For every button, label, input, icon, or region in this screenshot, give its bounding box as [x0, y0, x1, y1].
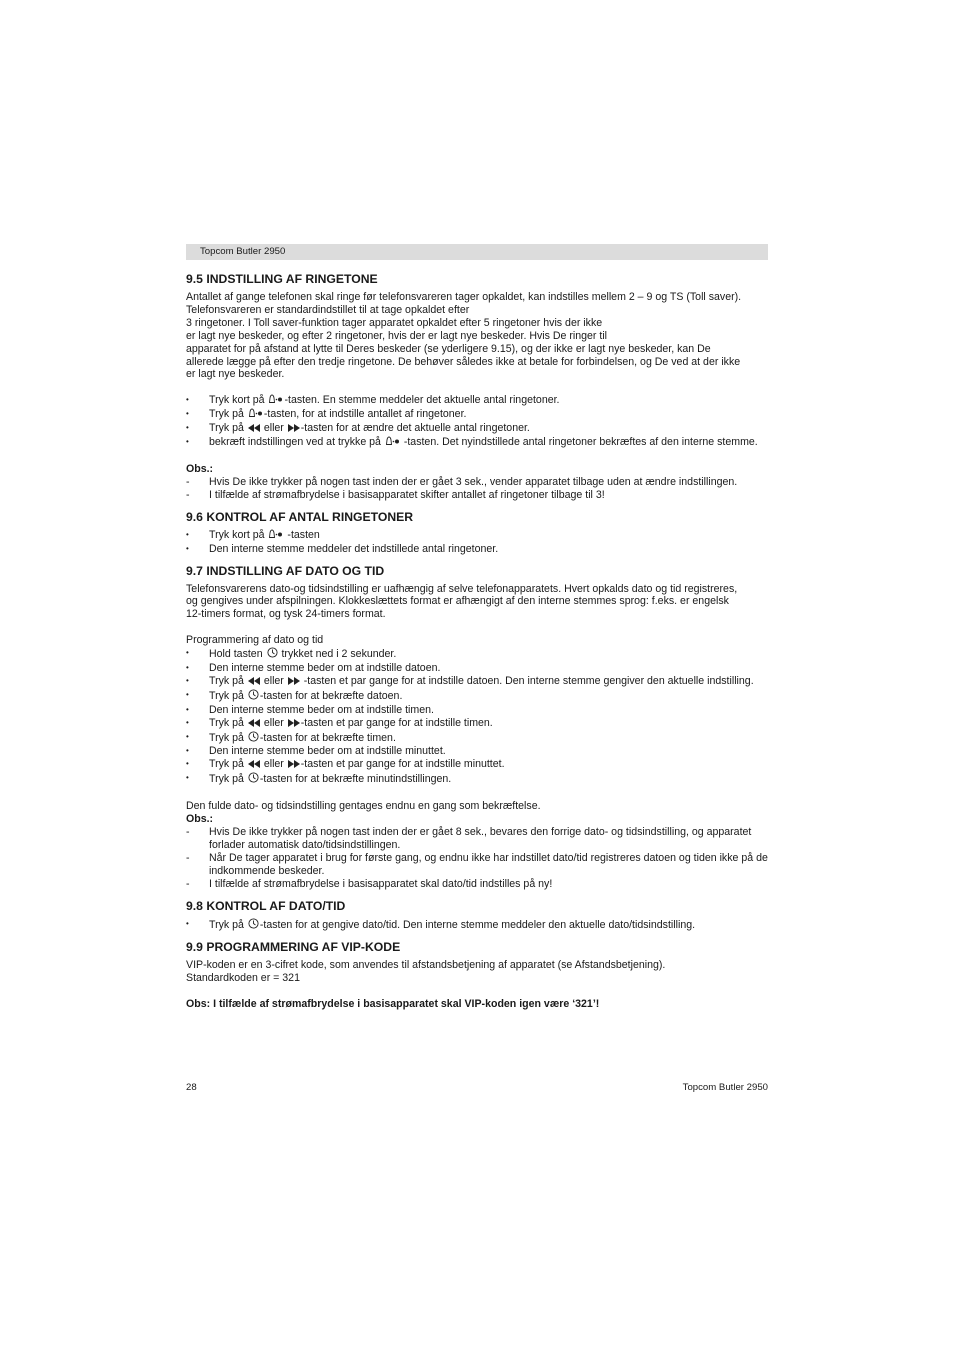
fast-forward-icon — [288, 759, 300, 772]
list-item: • bekræft indstillingen ved at trykke på -tasten. Det nyindstillede antal ringetoner bekræftes af den interne stemme. — [186, 436, 770, 450]
s95-line-7: er lagt nye beskeder. — [186, 368, 285, 381]
s99-line-1: VIP-koden er en 3-cifret kode, som anvendes til afstandsbetjening af apparatet (se Afstandsbetjening). — [186, 959, 666, 972]
list-item: • Tryk kort på -tasten — [186, 529, 770, 543]
rewind-icon — [248, 676, 260, 689]
list-item: • Tryk på eller -tasten et par gange for at indstille timen. — [186, 717, 770, 731]
bell-dot-icon — [268, 394, 283, 408]
s95-line-5: apparatet for på afstand at lytte til Deres beskeder (se yderligere 9.15), og der ikke er lagt nye beskeder, kan De — [186, 342, 711, 355]
s96-bullet-list — [186, 529, 770, 556]
section-heading-9-8: 9.8 KONTROL AF DATO/TID — [186, 898, 346, 913]
list-item: - Hvis De ikke trykker på nogen tast inden der er gået 8 sek., bevares den forrige dato- og tidsindstilling, og apparatet forlader automatisk dato/tidsindstillingen. — [186, 826, 770, 852]
bell-dot-icon — [385, 436, 400, 450]
list-item: - I tilfælde af strømafbrydelse i basisapparatet skal dato/tid indstilles på ny! — [186, 878, 770, 891]
fast-forward-icon — [288, 718, 300, 731]
section-heading-9-6: 9.6 KONTROL AF ANTAL RINGETONER — [186, 509, 414, 524]
list-item: • Tryk på -tasten for at bekræfte datoen. — [186, 689, 770, 704]
list-item: • Tryk på eller -tasten for at ændre det aktuelle antal ringetoner. — [186, 422, 770, 436]
list-item: - I tilfælde af strømafbrydelse i basisapparatet skifter antallet af ringetoner tilbage til 3! — [186, 489, 770, 502]
list-item: - Hvis De ikke trykker på nogen tast inden der er gået 3 sek., vender apparatet tilbage uden at ændre indstillingen. — [186, 476, 770, 489]
s95-line-3: 3 ringetoner. I Toll saver-funktion tager apparatet opkaldet efter 5 ringetoner hvis der ikke — [186, 316, 603, 329]
s95-line-6: allerede lægge på efter den tredje ringetone. De behøver således ikke at betale for forbindelsen, og De ved at der ikke — [186, 355, 741, 368]
bell-dot-icon — [248, 408, 263, 422]
clock-icon — [248, 918, 259, 933]
s95-bullet-list — [186, 394, 770, 450]
footer-title: Topcom Butler 2950 — [682, 1082, 768, 1093]
list-item: • Tryk på -tasten for at gengive dato/tid. Den interne stemme meddeler den aktuelle dato/tidsindstilling. — [186, 918, 770, 933]
clock-icon — [248, 731, 259, 746]
header-bar — [186, 244, 768, 260]
rewind-icon — [248, 718, 260, 731]
s97-bullet-list — [186, 647, 770, 787]
section-heading-9-5: 9.5 INDSTILLING AF RINGETONE — [186, 272, 378, 286]
s97-line-2: og gengives under afspilningen. Klokkeslættets format er afhængigt af den interne stemmes sprog: f.eks. er engelsk — [186, 595, 729, 608]
list-item: • Tryk på eller -tasten et par gange for at indstille datoen. Den interne stemme gengiver den aktuelle indstilling. — [186, 675, 770, 689]
s97-programming-label: Programmering af dato og tid — [186, 634, 324, 647]
s97-line-3: 12-timers format, og tysk 24-timers format. — [186, 608, 386, 621]
clock-icon — [248, 772, 259, 787]
s95-line-4: er lagt nye beskeder, og efter 2 ringetoner, hvis der er lagt nye beskeder. Hvis De ringer til — [186, 329, 608, 342]
list-item: • Hold tasten trykket ned i 2 sekunder. — [186, 647, 770, 662]
fast-forward-icon — [288, 423, 300, 436]
s97-note-list — [186, 826, 770, 891]
s97-repeat-text: Den fulde dato- og tidsindstilling gentages endnu en gang som bekræftelse. — [186, 800, 541, 813]
list-item: • Den interne stemme beder om at indstille timen. — [186, 704, 770, 717]
bell-dot-icon — [268, 529, 283, 543]
rewind-icon — [248, 759, 260, 772]
list-item: • Tryk på -tasten for at bekræfte timen. — [186, 731, 770, 746]
s95-line-1: Antallet af gange telefonen skal ringe før telefonsvareren tager opkaldet, kan indstilles mellem 2 – 9 og TS (Toll saver). — [186, 291, 742, 303]
section-heading-9-9: 9.9 PROGRAMMERING AF VIP-KODE — [186, 940, 401, 955]
s95-line-2: Telefonsvareren er standardindstillet til at tage opkaldet efter — [186, 303, 470, 316]
rewind-icon — [248, 423, 260, 436]
list-item: • Den interne stemme beder om at indstille datoen. — [186, 662, 770, 675]
list-item: • Den interne stemme meddeler det indstillede antal ringetoner. — [186, 543, 770, 556]
list-item: • Tryk på -tasten for at bekræfte minutindstillingen. — [186, 772, 770, 787]
list-item: • Den interne stemme beder om at indstille minuttet. — [186, 745, 770, 758]
s95-obs-label: Obs.: — [186, 462, 214, 475]
clock-icon — [248, 689, 259, 704]
s98-bullet-list — [186, 918, 770, 933]
list-item: • Tryk på -tasten, for at indstille antallet af ringetoner. — [186, 408, 770, 422]
list-item: - Når De tager apparatet i brug for første gang, og endnu ikke har indstillet dato/tid registreres datoen og tiden ikke på de indkommende beskeder. — [186, 852, 770, 878]
list-item: • Tryk på eller -tasten et par gange for at indstille minuttet. — [186, 758, 770, 772]
page-number: 28 — [186, 1082, 197, 1093]
section-heading-9-7: 9.7 INDSTILLING AF DATO OG TID — [186, 563, 385, 578]
clock-icon — [267, 647, 278, 662]
fast-forward-icon — [288, 676, 300, 689]
s97-line-1: Telefonsvarerens dato-og tidsindstilling er uafhængig af selve telefonapparatets. Hvert opkalds dato og tid registreres, — [186, 582, 738, 595]
s95-note-list — [186, 476, 770, 502]
s99-line-2: Standardkoden er = 321 — [186, 972, 300, 985]
page-content — [186, 272, 770, 1011]
header-title: Topcom Butler 2950 — [200, 246, 286, 257]
s97-obs-label: Obs.: — [186, 813, 214, 826]
list-item: • Tryk kort på -tasten. En stemme meddeler det aktuelle antal ringetoner. — [186, 394, 770, 408]
s99-power-note: Obs: I tilfælde af strømafbrydelse i basisapparatet skal VIP-koden igen være ‘321’! — [186, 998, 600, 1011]
